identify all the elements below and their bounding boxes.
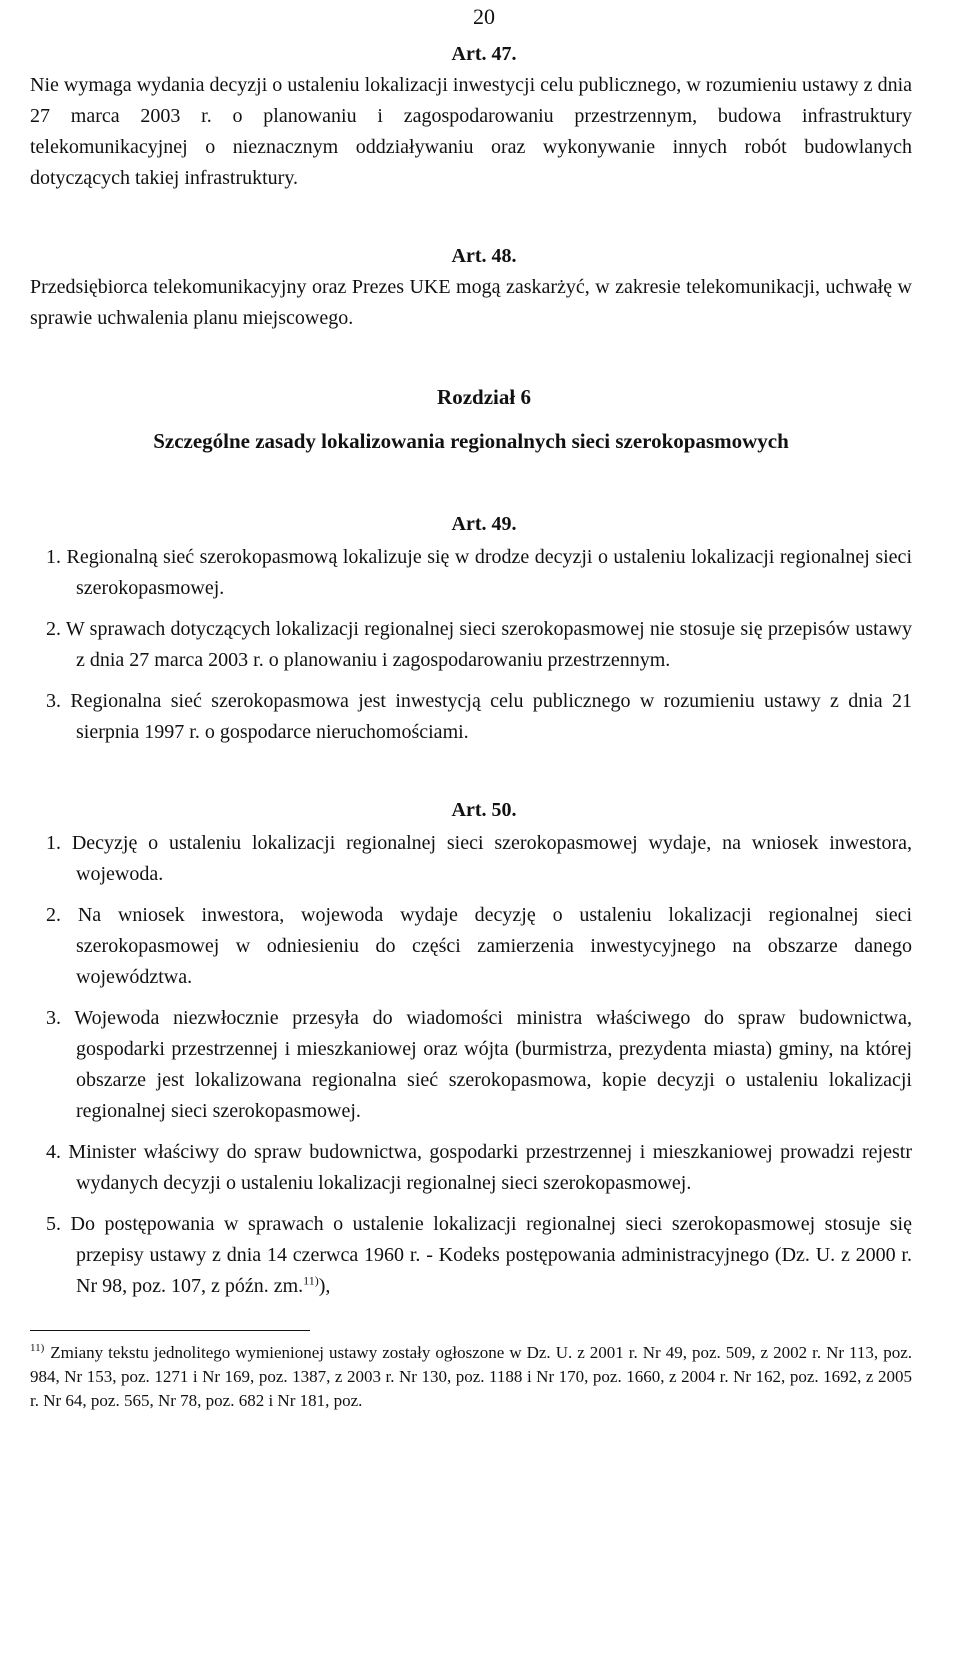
footnote-text: Zmiany tekstu jednolitego wymienionej ustawy zostały ogłoszone w Dz. U. z 2001 r. Nr 49, poz. 509, z 2002 r. Nr 113, poz. 984, Nr 153, poz. 1271 i Nr 169, poz. 1387, z 2003 r. Nr 130, poz. 1188 i Nr 170, poz. 1660, z 2004 r. Nr 162, poz. 1692, z 2005 r. Nr 64, poz. 565, Nr 78, poz. 682 i Nr 181, poz. [30,1343,912,1410]
article-48-text: Przedsiębiorca telekomunikacyjny oraz Prezes UKE mogą zaskarżyć, w zakresie telekomunikacji, uchwałę w sprawie uchwalenia planu miejscowego. [30,276,912,329]
page-number: 20 [473,4,495,29]
article-50-item-2: 2. Na wniosek inwestora, wojewoda wydaje decyzję o ustaleniu lokalizacji regionalnej sieci szerokopasmowej w odniesieniu do części zamierzenia inwestycyjnego na obszarze danego województwa. [46,904,912,988]
article-47-heading: Art. 47. [451,43,517,65]
chapter-title: Rozdział 6 [437,385,531,409]
article-50-item-5 [30,1209,912,1302]
article-49-heading: Art. 49. [451,513,517,535]
article-49-item-3: 3. Regionalna sieć szerokopasmowa jest inwestycją celu publicznego w rozumieniu ustawy z dnia 21 sierpnia 1997 r. o gospodarce nieruchomościami. [46,690,912,743]
footnote [30,1341,912,1413]
article-50-item-5-end: ), [318,1275,331,1297]
article-48-heading: Art. 48. [451,245,517,267]
article-49-item-1: 1. Regionalną sieć szerokopasmową lokalizuje się w drodze decyzji o ustaleniu lokalizacji regionalnej sieci szerokopasmowej. [46,546,912,599]
article-50-item-1: 1. Decyzję o ustaleniu lokalizacji regionalnej sieci szerokopasmowej wydaje, na wniosek inwestora, wojewoda. [46,832,912,885]
footnote-reference[interactable]: 11) [303,1273,319,1288]
chapter-subtitle: Szczególne zasady lokalizowania regionalnych sieci szerokopasmowych [153,429,789,453]
article-50-item-4: 4. Minister właściwy do spraw budownictwa, gospodarki przestrzennej i mieszkaniowej prowadzi rejestr wydanych decyzji o ustaleniu lokalizacji regionalnej sieci szerokopasmowej. [46,1141,912,1194]
article-50-heading: Art. 50. [451,799,517,821]
article-50-item-5-text: 5. Do postępowania w sprawach o ustalenie lokalizacji regionalnej sieci szerokopasmowej stosuje się przepisy ustawy z dnia 14 czerwca 1960 r. - Kodeks postępowania administracyjnego (Dz. U. z 2000 r. Nr 98, poz. 107, z późn. zm. [46,1213,912,1297]
footnote-mark: 11) [30,1342,45,1355]
article-50-item-3: 3. Wojewoda niezwłocznie przesyła do wiadomości ministra właściwego do spraw budownictwa, gospodarki przestrzennej i mieszkaniowej oraz wójta (burmistrza, prezydenta miasta) gminy, na której obszarze jest lokalizowana regionalna sieć szerokopasmowa, kopie decyzji o ustaleniu lokalizacji regionalnej sieci szerokopasmowej. [46,1007,912,1122]
article-47-text: Nie wymaga wydania decyzji o ustaleniu lokalizacji inwestycji celu publicznego, w rozumieniu ustawy z dnia 27 marca 2003 r. o planowaniu i zagospodarowaniu przestrzennym, budowa infrastruktury telekomunikacyjnej o nieznacznym oddziaływaniu oraz wykonywanie innych robót budowlanych dotyczących takiej infrastruktury. [30,74,912,189]
article-49-item-2: 2. W sprawach dotyczących lokalizacji regionalnej sieci szerokopasmowej nie stosuje się przepisów ustawy z dnia 27 marca 2003 r. o planowaniu i zagospodarowaniu przestrzennym. [46,618,912,671]
